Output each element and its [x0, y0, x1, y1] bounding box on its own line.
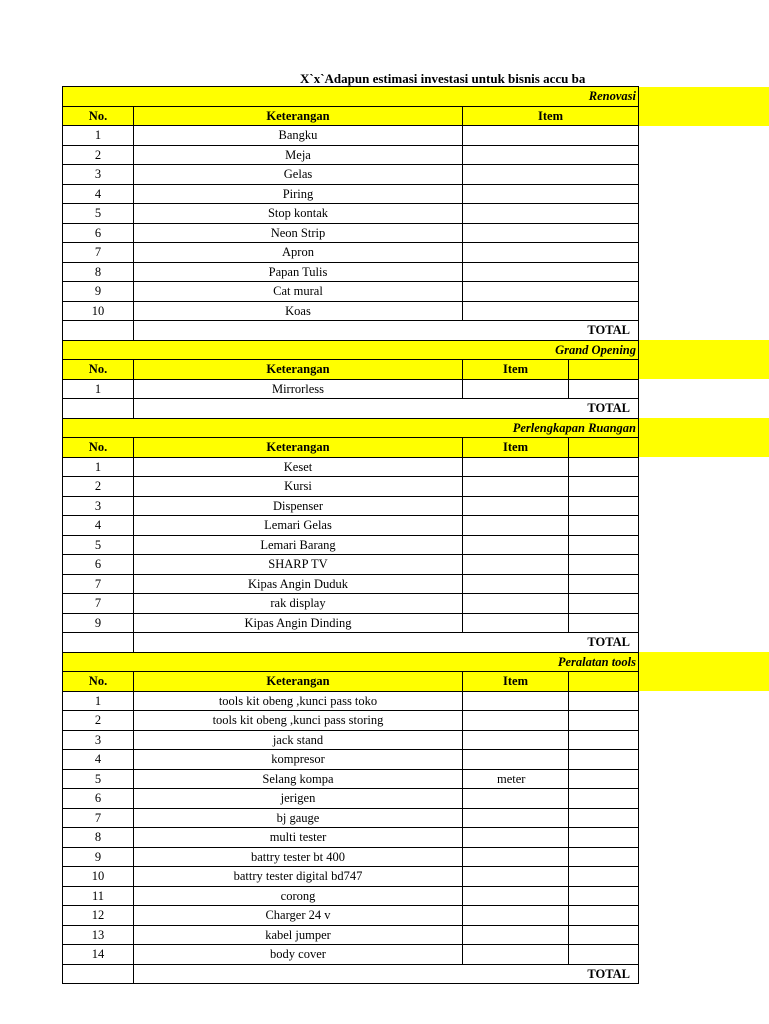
row-no-cell[interactable]: 9 [63, 282, 134, 302]
table-row [63, 282, 769, 302]
row-outside-cell[interactable] [639, 243, 769, 263]
row-outside-cell[interactable] [639, 262, 769, 282]
row-outside-cell[interactable] [639, 847, 769, 867]
row-outside-cell[interactable] [639, 282, 769, 302]
row-keterangan-cell[interactable]: Dispenser [134, 496, 463, 516]
section-title-fill-cell[interactable] [639, 87, 769, 107]
row-outside-cell[interactable] [639, 789, 769, 809]
row-keterangan-cell[interactable]: Neon Strip [134, 223, 463, 243]
section-title-blank-cell[interactable] [63, 652, 134, 672]
row-keterangan-cell[interactable]: rak display [134, 594, 463, 614]
row-item-cell[interactable] [463, 477, 569, 497]
header-blank-cell[interactable] [569, 438, 639, 458]
row-keterangan-cell[interactable]: Cat mural [134, 282, 463, 302]
row-item-cell[interactable] [463, 847, 569, 867]
section-title-blank-cell[interactable] [134, 418, 463, 438]
row-keterangan-cell[interactable]: battry tester bt 400 [134, 847, 463, 867]
row-blank-cell[interactable] [569, 516, 639, 536]
row-outside-cell[interactable] [639, 145, 769, 165]
row-item-cell[interactable] [463, 574, 569, 594]
total-outside-cell[interactable] [639, 633, 769, 653]
spreadsheet [62, 86, 768, 981]
row-keterangan-cell[interactable]: Gelas [134, 165, 463, 185]
row-blank-cell[interactable] [569, 886, 639, 906]
table-row [63, 223, 769, 243]
table-row [63, 886, 769, 906]
row-item-cell[interactable] [463, 750, 569, 770]
row-item-cell[interactable] [463, 711, 569, 731]
row-outside-cell[interactable] [639, 301, 769, 321]
row-keterangan-cell[interactable]: Meja [134, 145, 463, 165]
table-row [63, 750, 769, 770]
row-no-cell[interactable]: 11 [63, 886, 134, 906]
row-item-cell[interactable] [463, 613, 569, 633]
row-item-cell[interactable] [463, 789, 569, 809]
header-no[interactable]: No. [63, 360, 134, 380]
row-keterangan-cell[interactable]: Koas [134, 301, 463, 321]
row-no-cell[interactable]: 8 [63, 262, 134, 282]
header-fill-cell[interactable] [639, 438, 769, 458]
total-row [63, 633, 769, 653]
row-blank-cell[interactable] [569, 477, 639, 497]
row-outside-cell[interactable] [639, 223, 769, 243]
row-item-cell[interactable] [463, 730, 569, 750]
row-no-cell[interactable]: 3 [63, 730, 134, 750]
row-item-cell[interactable] [463, 808, 569, 828]
row-item-cell[interactable] [463, 145, 639, 165]
row-no-cell[interactable]: 4 [63, 750, 134, 770]
table-row [63, 165, 769, 185]
row-item-cell[interactable] [463, 535, 569, 555]
column-header-row [63, 360, 769, 380]
row-keterangan-cell[interactable]: tools kit obeng ,kunci pass storing [134, 711, 463, 731]
total-label[interactable]: TOTAL [134, 399, 639, 419]
row-no-cell[interactable]: 13 [63, 925, 134, 945]
row-outside-cell[interactable] [639, 730, 769, 750]
row-keterangan-cell[interactable]: jack stand [134, 730, 463, 750]
row-no-cell[interactable]: 3 [63, 496, 134, 516]
row-keterangan-cell[interactable]: corong [134, 886, 463, 906]
row-outside-cell[interactable] [639, 886, 769, 906]
header-fill-cell[interactable] [639, 106, 769, 126]
row-no-cell[interactable]: 2 [63, 477, 134, 497]
total-blank-cell[interactable] [63, 964, 134, 984]
table-row [63, 126, 769, 146]
row-item-cell[interactable] [463, 126, 639, 146]
header-no[interactable]: No. [63, 438, 134, 458]
row-no-cell[interactable]: 12 [63, 906, 134, 926]
header-no[interactable]: No. [63, 672, 134, 692]
table-row [63, 711, 769, 731]
row-blank-cell[interactable] [569, 711, 639, 731]
row-item-cell[interactable] [463, 555, 569, 575]
row-keterangan-cell[interactable]: kabel jumper [134, 925, 463, 945]
section-title-blank-cell[interactable] [63, 87, 134, 107]
section-title-blank-cell[interactable] [63, 418, 134, 438]
table-row [63, 613, 769, 633]
row-item-cell[interactable] [463, 496, 569, 516]
row-item-cell[interactable] [463, 243, 639, 263]
row-item-cell[interactable] [463, 165, 639, 185]
section-title-row [63, 340, 769, 360]
row-no-cell[interactable]: 10 [63, 301, 134, 321]
row-item-cell[interactable] [463, 925, 569, 945]
section-title-fill-cell[interactable] [639, 418, 769, 438]
row-blank-cell[interactable] [569, 613, 639, 633]
row-keterangan-cell[interactable]: bj gauge [134, 808, 463, 828]
table-row [63, 925, 769, 945]
row-blank-cell[interactable] [569, 457, 639, 477]
table-row [63, 574, 769, 594]
row-no-cell[interactable]: 8 [63, 828, 134, 848]
section-title[interactable]: Peralatan tools [463, 652, 639, 672]
row-keterangan-cell[interactable]: Kipas Angin Dinding [134, 613, 463, 633]
row-outside-cell[interactable] [639, 555, 769, 575]
section-title-row [63, 87, 769, 107]
row-no-cell[interactable]: 2 [63, 145, 134, 165]
row-blank-cell[interactable] [569, 769, 639, 789]
row-no-cell[interactable]: 6 [63, 555, 134, 575]
row-outside-cell[interactable] [639, 945, 769, 965]
header-fill-cell[interactable] [639, 360, 769, 380]
row-blank-cell[interactable] [569, 789, 639, 809]
row-no-cell[interactable]: 1 [63, 457, 134, 477]
row-no-cell[interactable]: 10 [63, 867, 134, 887]
row-item-cell[interactable] [463, 886, 569, 906]
row-no-cell[interactable]: 6 [63, 789, 134, 809]
row-outside-cell[interactable] [639, 808, 769, 828]
header-no[interactable]: No. [63, 106, 134, 126]
header-keterangan[interactable]: Keterangan [134, 438, 463, 458]
investment-table [62, 86, 769, 984]
table-row [63, 262, 769, 282]
row-blank-cell[interactable] [569, 906, 639, 926]
row-no-cell[interactable]: 3 [63, 165, 134, 185]
row-item-cell[interactable] [463, 204, 639, 224]
header-blank-cell[interactable] [569, 672, 639, 692]
table-row [63, 945, 769, 965]
row-item-cell[interactable] [463, 516, 569, 536]
header-item[interactable]: Item [463, 672, 569, 692]
row-item-cell[interactable] [463, 223, 639, 243]
row-blank-cell[interactable] [569, 594, 639, 614]
row-outside-cell[interactable] [639, 867, 769, 887]
header-blank-cell[interactable] [569, 360, 639, 380]
row-outside-cell[interactable] [639, 613, 769, 633]
row-no-cell[interactable]: 7 [63, 594, 134, 614]
row-blank-cell[interactable] [569, 574, 639, 594]
table-row [63, 555, 769, 575]
row-keterangan-cell[interactable]: Apron [134, 243, 463, 263]
total-label[interactable]: TOTAL [134, 964, 639, 984]
column-header-row [63, 672, 769, 692]
row-keterangan-cell[interactable]: SHARP TV [134, 555, 463, 575]
row-item-cell[interactable] [463, 691, 569, 711]
row-no-cell[interactable]: 4 [63, 516, 134, 536]
row-outside-cell[interactable] [639, 204, 769, 224]
row-outside-cell[interactable] [639, 750, 769, 770]
section-title-row [63, 418, 769, 438]
table-row [63, 867, 769, 887]
row-item-cell[interactable]: meter [463, 769, 569, 789]
row-keterangan-cell[interactable]: Papan Tulis [134, 262, 463, 282]
row-item-cell[interactable] [463, 301, 639, 321]
row-item-cell[interactable] [463, 282, 639, 302]
row-outside-cell[interactable] [639, 496, 769, 516]
header-fill-cell[interactable] [639, 672, 769, 692]
row-outside-cell[interactable] [639, 516, 769, 536]
section-title[interactable]: Perlengkapan Ruangan [463, 418, 639, 438]
row-keterangan-cell[interactable]: jerigen [134, 789, 463, 809]
total-blank-cell[interactable] [63, 399, 134, 419]
row-keterangan-cell[interactable]: Bangku [134, 126, 463, 146]
row-blank-cell[interactable] [569, 847, 639, 867]
row-keterangan-cell[interactable]: body cover [134, 945, 463, 965]
total-outside-cell[interactable] [639, 964, 769, 984]
row-blank-cell[interactable] [569, 730, 639, 750]
row-blank-cell[interactable] [569, 496, 639, 516]
table-row [63, 301, 769, 321]
table-row [63, 204, 769, 224]
table-row [63, 496, 769, 516]
header-item[interactable]: Item [463, 438, 569, 458]
table-row [63, 477, 769, 497]
row-item-cell[interactable] [463, 379, 569, 399]
row-no-cell[interactable]: 2 [63, 711, 134, 731]
header-keterangan[interactable]: Keterangan [134, 360, 463, 380]
header-keterangan[interactable]: Keterangan [134, 672, 463, 692]
row-outside-cell[interactable] [639, 925, 769, 945]
row-no-cell[interactable]: 4 [63, 184, 134, 204]
header-item[interactable]: Item [463, 106, 639, 126]
row-outside-cell[interactable] [639, 574, 769, 594]
total-outside-cell[interactable] [639, 321, 769, 341]
row-no-cell[interactable]: 5 [63, 535, 134, 555]
section-title-row [63, 652, 769, 672]
table-row [63, 769, 769, 789]
table-row [63, 594, 769, 614]
table-row [63, 145, 769, 165]
row-no-cell[interactable]: 9 [63, 613, 134, 633]
header-keterangan[interactable]: Keterangan [134, 106, 463, 126]
total-row [63, 399, 769, 419]
row-item-cell[interactable] [463, 457, 569, 477]
row-no-cell[interactable]: 6 [63, 223, 134, 243]
row-item-cell[interactable] [463, 867, 569, 887]
row-outside-cell[interactable] [639, 379, 769, 399]
row-keterangan-cell[interactable]: Kipas Angin Duduk [134, 574, 463, 594]
row-outside-cell[interactable] [639, 457, 769, 477]
row-outside-cell[interactable] [639, 165, 769, 185]
row-outside-cell[interactable] [639, 184, 769, 204]
row-item-cell[interactable] [463, 945, 569, 965]
row-outside-cell[interactable] [639, 691, 769, 711]
row-keterangan-cell[interactable]: kompresor [134, 750, 463, 770]
row-keterangan-cell[interactable]: battry tester digital bd747 [134, 867, 463, 887]
section-title-fill-cell[interactable] [639, 652, 769, 672]
table-row [63, 789, 769, 809]
row-blank-cell[interactable] [569, 691, 639, 711]
table-row [63, 691, 769, 711]
row-blank-cell[interactable] [569, 945, 639, 965]
row-blank-cell[interactable] [569, 535, 639, 555]
row-outside-cell[interactable] [639, 126, 769, 146]
table-row [63, 847, 769, 867]
table-row [63, 730, 769, 750]
table-row [63, 184, 769, 204]
row-item-cell[interactable] [463, 906, 569, 926]
table-row [63, 516, 769, 536]
section-title-blank-cell[interactable] [134, 87, 463, 107]
column-header-row [63, 106, 769, 126]
row-blank-cell[interactable] [569, 555, 639, 575]
table-row [63, 906, 769, 926]
row-keterangan-cell[interactable]: Charger 24 v [134, 906, 463, 926]
row-no-cell[interactable]: 1 [63, 126, 134, 146]
row-blank-cell[interactable] [569, 808, 639, 828]
row-outside-cell[interactable] [639, 594, 769, 614]
row-no-cell[interactable]: 5 [63, 769, 134, 789]
row-outside-cell[interactable] [639, 477, 769, 497]
total-label[interactable]: TOTAL [134, 321, 639, 341]
row-blank-cell[interactable] [569, 925, 639, 945]
section-title[interactable]: Grand Opening [463, 340, 639, 360]
row-keterangan-cell[interactable]: Selang kompa [134, 769, 463, 789]
total-outside-cell[interactable] [639, 399, 769, 419]
total-row [63, 964, 769, 984]
total-label[interactable]: TOTAL [134, 633, 639, 653]
row-no-cell[interactable]: 7 [63, 808, 134, 828]
row-keterangan-cell[interactable]: Piring [134, 184, 463, 204]
row-blank-cell[interactable] [569, 379, 639, 399]
row-blank-cell[interactable] [569, 867, 639, 887]
row-keterangan-cell[interactable]: Lemari Barang [134, 535, 463, 555]
row-no-cell[interactable]: 9 [63, 847, 134, 867]
section-title-blank-cell[interactable] [134, 340, 463, 360]
row-keterangan-cell[interactable]: Stop kontak [134, 204, 463, 224]
section-title-fill-cell[interactable] [639, 340, 769, 360]
row-blank-cell[interactable] [569, 828, 639, 848]
row-outside-cell[interactable] [639, 711, 769, 731]
column-header-row [63, 438, 769, 458]
row-keterangan-cell[interactable]: Lemari Gelas [134, 516, 463, 536]
row-keterangan-cell[interactable]: Kursi [134, 477, 463, 497]
row-outside-cell[interactable] [639, 906, 769, 926]
row-no-cell[interactable]: 1 [63, 379, 134, 399]
section-title[interactable]: Renovasi [463, 87, 639, 107]
row-item-cell[interactable] [463, 262, 639, 282]
total-blank-cell[interactable] [63, 321, 134, 341]
row-no-cell[interactable]: 5 [63, 204, 134, 224]
table-row [63, 379, 769, 399]
row-outside-cell[interactable] [639, 535, 769, 555]
page-title: X`x`Adapun estimasi investasi untuk bisnis accu ba [300, 71, 586, 86]
row-item-cell[interactable] [463, 184, 639, 204]
row-outside-cell[interactable] [639, 828, 769, 848]
row-blank-cell[interactable] [569, 750, 639, 770]
section-title-blank-cell[interactable] [63, 340, 134, 360]
table-row [63, 535, 769, 555]
table-row [63, 828, 769, 848]
row-item-cell[interactable] [463, 828, 569, 848]
total-blank-cell[interactable] [63, 633, 134, 653]
row-no-cell[interactable]: 7 [63, 574, 134, 594]
row-no-cell[interactable]: 7 [63, 243, 134, 263]
row-no-cell[interactable]: 1 [63, 691, 134, 711]
table-row [63, 457, 769, 477]
total-row [63, 321, 769, 341]
section-title-blank-cell[interactable] [134, 652, 463, 672]
row-keterangan-cell[interactable]: Keset [134, 457, 463, 477]
header-item[interactable]: Item [463, 360, 569, 380]
row-keterangan-cell[interactable]: multi tester [134, 828, 463, 848]
row-outside-cell[interactable] [639, 769, 769, 789]
row-no-cell[interactable]: 14 [63, 945, 134, 965]
table-row [63, 243, 769, 263]
row-item-cell[interactable] [463, 594, 569, 614]
row-keterangan-cell[interactable]: Mirrorless [134, 379, 463, 399]
table-row [63, 808, 769, 828]
row-keterangan-cell[interactable]: tools kit obeng ,kunci pass toko [134, 691, 463, 711]
